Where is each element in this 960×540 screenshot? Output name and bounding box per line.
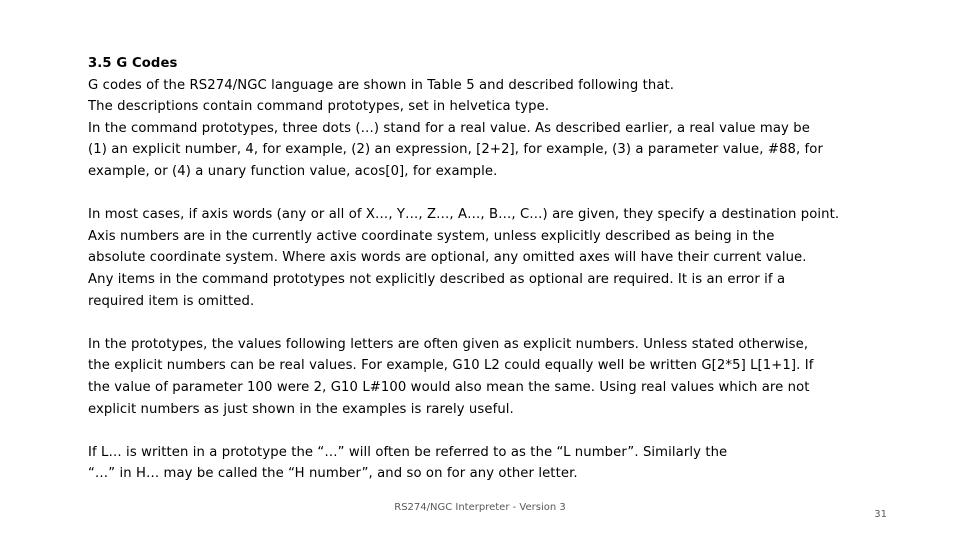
- text-line: the explicit numbers can be real values. For example, G10 L2 could equally well be written G[2*5] L[1+1]. If: [88, 358, 814, 374]
- section-heading: 3.5 G Codes: [88, 56, 178, 71]
- text-line: In the command prototypes, three dots (…) stand for a real value. As described earlier, a real value may be: [88, 120, 810, 136]
- slide-body: [88, 53, 888, 485]
- text-line: Axis numbers are in the currently active coordinate system, unless explicitly described as being in the: [88, 228, 775, 244]
- text-line: Any items in the command prototypes not explicitly described as optional are required. It is an error if a: [88, 271, 786, 287]
- text-line: explicit numbers as just shown in the examples is rarely useful.: [88, 401, 514, 417]
- text-line: In most cases, if axis words (any or all of X…, Y…, Z…, A…, B…, C…) are given, they specify a destination point.: [88, 207, 840, 223]
- text-line: If L… is written in a prototype the “…” will often be referred to as the “L number”. Similarly the: [88, 444, 728, 460]
- letter-number-paragraph: [88, 442, 888, 485]
- text-line: G codes of the RS274/NGC language are shown in Table 5 and described following that.: [88, 77, 675, 93]
- text-line: In the prototypes, the values following letters are often given as explicit numbers. Unless stated otherwise,: [88, 336, 809, 352]
- text-line: the value of parameter 100 were 2, G10 L#100 would also mean the same. Using real values which are not: [88, 379, 810, 395]
- text-line: absolute coordinate system. Where axis words are optional, any omitted axes will have their current value.: [88, 250, 807, 266]
- axis-words-paragraph: [88, 204, 888, 312]
- text-line: (1) an explicit number, 4, for example, (2) an expression, [2+2], for example, (3) a parameter value, #88, for: [88, 142, 823, 158]
- text-line: required item is omitted.: [88, 293, 255, 309]
- prototype-values-paragraph: [88, 334, 888, 420]
- intro-paragraph: [88, 53, 888, 183]
- text-line: “…” in H… may be called the “H number”, and so on for any other letter.: [88, 466, 578, 482]
- text-line: example, or (4) a unary function value, acos[0], for example.: [88, 163, 498, 179]
- footer-text: RS274/NGC Interpreter - Version 3: [394, 502, 566, 513]
- page-number: 31: [874, 509, 887, 520]
- text-line: The descriptions contain command prototypes, set in helvetica type.: [88, 99, 550, 115]
